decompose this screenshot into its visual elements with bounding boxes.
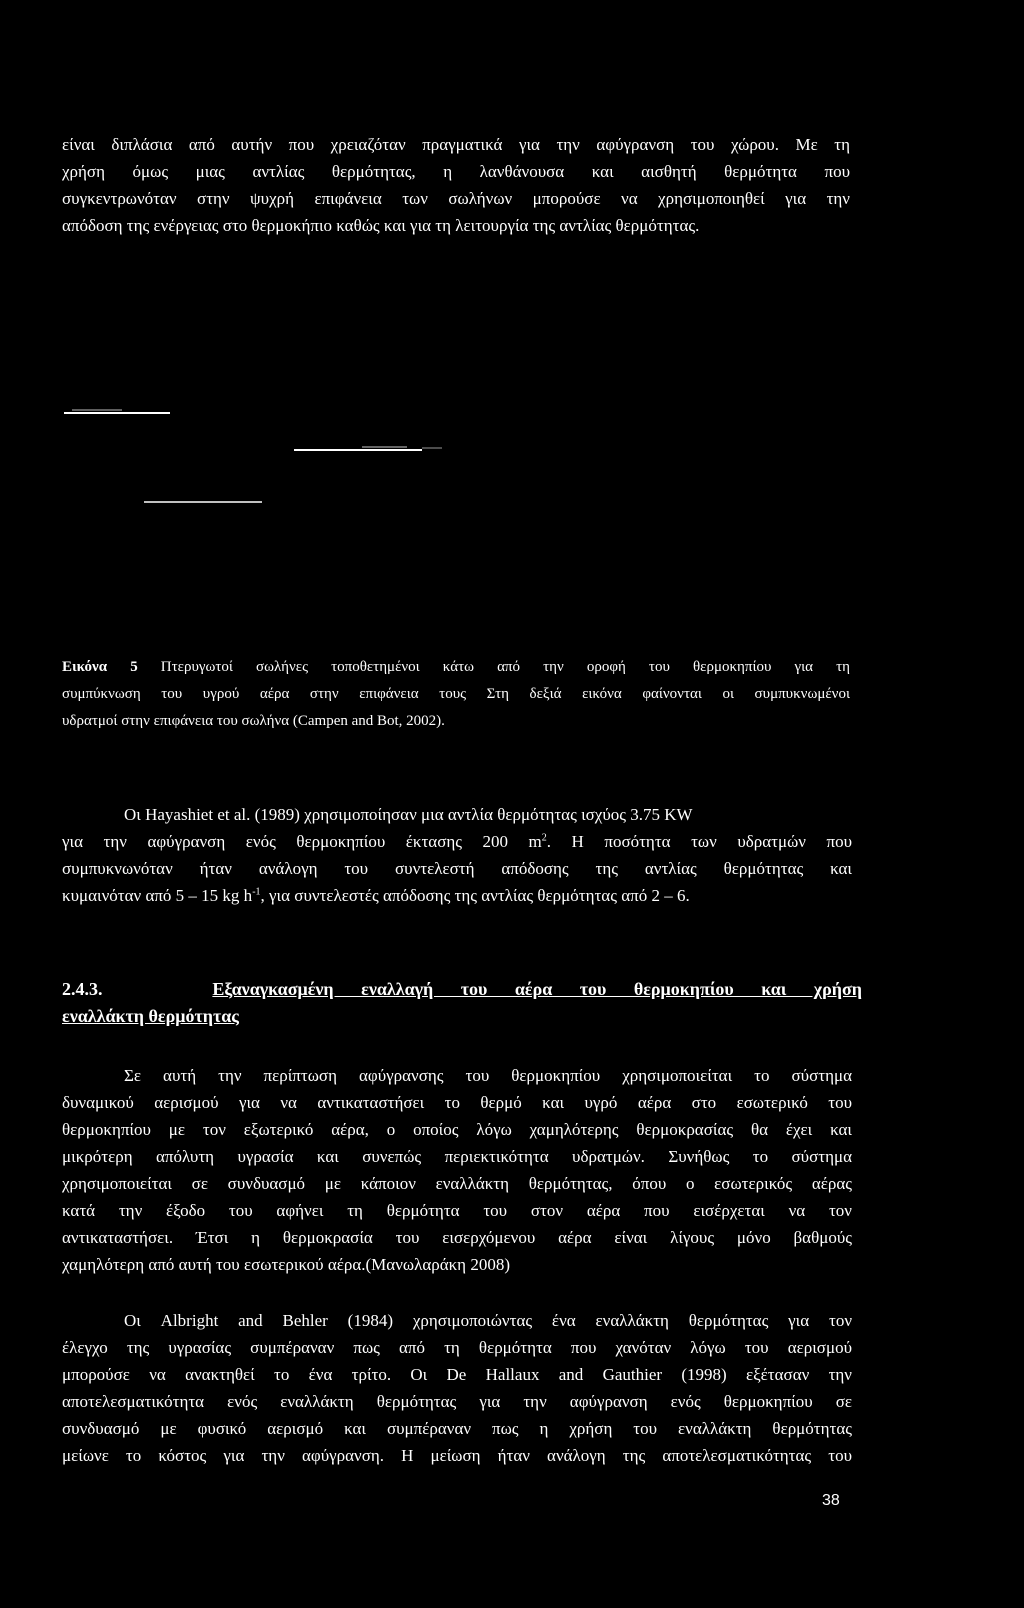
paragraph-line: αποτελεσματικότητα ενός εναλλάκτη θερμότητας για την αφύγρανση ενός θερμοκηπίου σε [62, 1392, 852, 1411]
paragraph-line: κατά την έξοδο του αφήνει τη θερμότητα του στον αέρα που εισέρχεται να τον [62, 1201, 852, 1220]
section-heading [62, 976, 862, 1030]
paragraph-1 [62, 131, 850, 239]
section-title-continued: εναλλάκτη θερμότητας [62, 1006, 239, 1026]
caption-text: Πτερυγωτοί σωλήνες τοποθετημένοι κάτω από την οροφή του θερμοκηπίου για τη [137, 659, 850, 675]
text-run: κυμαινόταν από 5 – 15 kg h [62, 886, 253, 905]
section-title: Εξαναγκασμένη εναλλαγή του αέρα του θερμοκηπίου και χρήση [212, 979, 862, 999]
caption-line: συμπύκνωση του υγρού αέρα στην επιφάνεια τους Στη δεξιά εικόνα φαίνονται οι συμπυκνωμένοι [62, 686, 850, 702]
paragraph-line: έλεγχο της υγρασίας συμπέραναν πως από τη θερμότητα που χανόταν λόγω του αερισμού [62, 1338, 852, 1357]
figure-image [62, 385, 850, 525]
caption-line: υδρατμοί στην επιφάνεια του σωλήνα (Campen and Bot, 2002). [62, 713, 445, 729]
paragraph-line: Σε αυτή την περίπτωση αφύγρανσης του θερμοκηπίου χρησιμοποιείται το σύστημα [124, 1066, 852, 1085]
paragraph-3 [62, 1062, 852, 1278]
text-run: . Η ποσότητα των υδρατμών που [546, 832, 852, 851]
paragraph-line [62, 882, 852, 909]
paragraph-line: συνδυασμό με φυσικό αερισμό και συμπέραναν πως η χρήση του εναλλάκτη θερμότητας [62, 1419, 852, 1438]
paragraph-line: απόδοση της ενέργειας στο θερμοκήπιο καθώς και για τη λειτουργία της αντλίας θερμότητας. [62, 216, 700, 235]
paragraph-line: δυναμικού αερισμού για να αντικαταστήσει το θερμό και υγρό αέρα στο εσωτερικό του [62, 1093, 852, 1112]
text-run: για την αφύγρανση ενός θερμοκηπίου έκτασης 200 m [62, 832, 542, 851]
heading-line [62, 1003, 862, 1030]
paragraph-line: Οι Hayashiet et al. (1989) χρησιμοποίησαν μια αντλία θερμότητας ισχύος 3.75 KW [124, 805, 693, 824]
section-number: 2.4.3. [62, 979, 103, 999]
figure-caption [62, 654, 850, 735]
paragraph-line: μικρότερη απόλυτη υγρασία και συνεπώς περιεκτικότητα υδρατμών. Συνήθως το σύστημα [62, 1147, 852, 1166]
figure-streaks [62, 385, 850, 525]
paragraph-line: αντικαταστήσει. Έτσι η θερμοκρασία του εισερχόμενου αέρα είναι λίγους μόνο βαθμούς [62, 1228, 852, 1247]
text-run: , για συντελεστές απόδοσης της αντλίας θερμότητας από 2 – 6. [260, 886, 690, 905]
paragraph-4 [62, 1307, 852, 1469]
caption-label: Εικόνα 5 [62, 659, 138, 675]
paragraph-line: είναι διπλάσια από αυτήν που χρειαζόταν πραγματικά για την αφύγρανση του χώρου. Με τη [62, 135, 850, 154]
paragraph-line [62, 828, 852, 855]
paragraph-line: μείωνε το κόστος για την αφύγρανση. Η μείωση ήταν ανάλογη της αποτελεσματικότητας του [62, 1446, 852, 1465]
paragraph-line: χαμηλότερη από αυτή του εσωτερικού αέρα.(Μανωλαράκη 2008) [62, 1255, 510, 1274]
paragraph-line: συμπυκνωνόταν ήταν ανάλογη του συντελεστή απόδοσης της αντλίας θερμότητας και [62, 859, 852, 878]
paragraph-line: μπορούσε να ανακτηθεί το ένα τρίτο. Οι De Hallaux and Gauthier (1998) εξέτασαν την [62, 1365, 852, 1384]
paragraph-line: συγκεντρωνόταν στην ψυχρή επιφάνεια των σωλήνων μπορούσε να χρησιμοποιηθεί για την [62, 189, 850, 208]
heading-line [62, 976, 862, 1003]
paragraph-line: χρήση όμως μιας αντλίας θερμότητας, η λανθάνουσα και αισθητή θερμότητα που [62, 162, 850, 181]
page-number: 38 [822, 1492, 840, 1509]
paragraph-2 [62, 801, 852, 909]
paragraph-line: χρησιμοποιείται σε συνδυασμό με κάποιον εναλλάκτη θερμότητας, όπου ο εσωτερικός αέρας [62, 1174, 852, 1193]
caption-line [62, 654, 850, 681]
paragraph-line: Οι Albright and Behler (1984) χρησιμοποιώντας ένα εναλλάκτη θερμότητας για τον [124, 1311, 852, 1330]
superscript: 2 [541, 832, 547, 844]
superscript: -1 [252, 886, 261, 898]
paragraph-line: θερμοκηπίου με τον εξωτερικό αέρα, ο οποίος λόγω χαμηλότερης θερμοκρασίας θα έχει και [62, 1120, 852, 1139]
